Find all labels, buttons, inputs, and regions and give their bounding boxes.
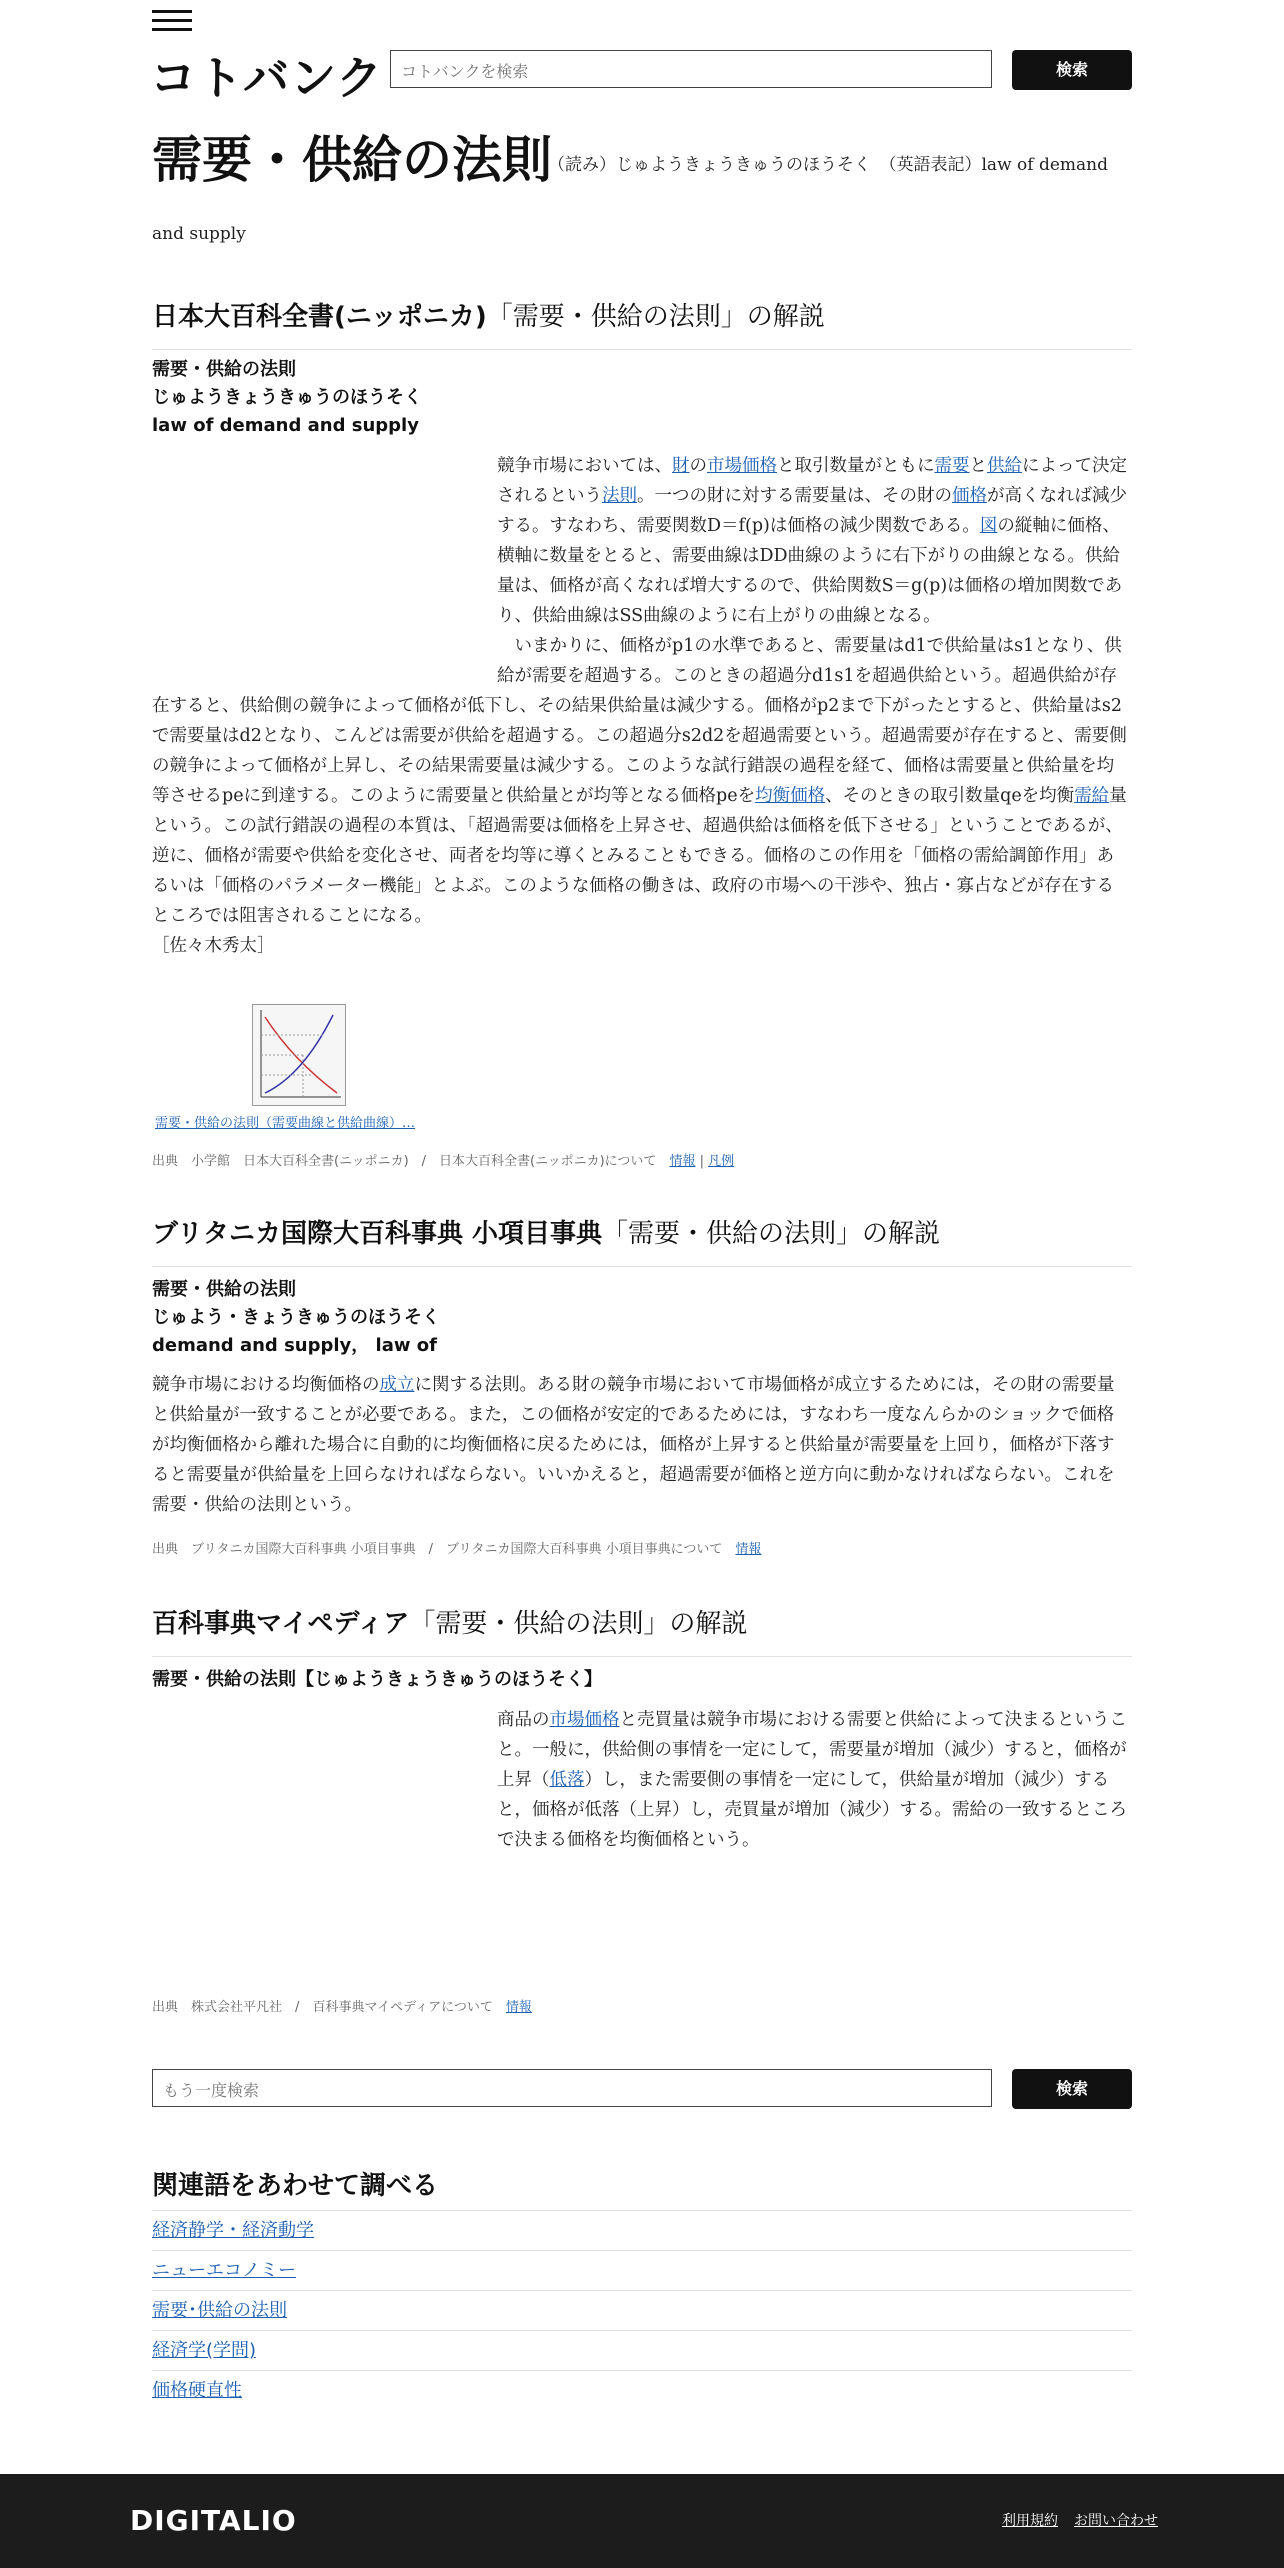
search-input[interactable]: コトバンクを検索 (390, 50, 992, 88)
search-again-button[interactable]: 検索 (1012, 2069, 1132, 2109)
hamburger-menu-icon[interactable] (152, 10, 192, 37)
link-market-price[interactable]: 市場価格 (549, 1710, 620, 1730)
link-zai[interactable]: 財 (672, 456, 690, 476)
text: 競争市場においては、 (497, 456, 672, 476)
text: と (969, 456, 987, 476)
search-again-input[interactable]: もう一度検索 (152, 2069, 992, 2107)
related-item[interactable]: ニューエコノミー (152, 2250, 1132, 2291)
source-about: 百科事典マイペディアについて (312, 2000, 493, 2015)
source-label: 出典 (152, 1154, 179, 1169)
entry-reading-cont: and supply (152, 224, 246, 244)
source-publisher: 株式会社平凡社 (191, 2000, 283, 2015)
search-button[interactable]: 検索 (1012, 50, 1132, 90)
headword-english: demand and supply， law of (152, 1335, 437, 1356)
link-price[interactable]: 価格 (952, 486, 987, 506)
contact-link[interactable]: お問い合わせ (1074, 2513, 1158, 2529)
figure-thumbnail[interactable] (252, 1004, 346, 1106)
section-source-name: 日本大百科全書(ニッポニカ) (152, 302, 487, 332)
section-suffix: 「需要・供給の法則」の解説 (602, 1219, 941, 1249)
text: と売買量は競争市場における需要と供給によって決まるということ。一般に，供給側の事情を一定にして，需要量が増加（減少）すると，価格が上昇（ (497, 1710, 1127, 1790)
headword-block (152, 1276, 440, 1360)
source-info-link[interactable]: 情報 (735, 1542, 762, 1557)
section-source-name: 百科事典マイペディア (152, 1609, 410, 1639)
section-heading-britannica (152, 1213, 1132, 1267)
link-equilibrium-price[interactable]: 均衡価格 (755, 786, 826, 806)
article-body-britannica (152, 1370, 1130, 1520)
headword-reading: じゅようきょうきゅうのほうそく (152, 387, 422, 408)
headword: 需要・供給の法則【じゅようきょうきゅうのほうそく】 (152, 1669, 602, 1690)
source-line-nipponica: 出典 小学館 日本大百科全書(ニッポニカ) / 日本大百科全書(ニッポニカ)について 情報 | 凡例 (152, 1154, 735, 1169)
text: ）し，また需要側の事情を一定にして，供給量が増加（減少）すると，価格が低落（上昇）し，売買量が増加（減少）する。需給の一致するところで決まる価格を均衡価格という。 (497, 1770, 1127, 1850)
article-body-mypedia (152, 1705, 1130, 1865)
related-heading: 関連語をあわせて調べる (152, 2171, 439, 2201)
link-teiraku[interactable]: 低落 (549, 1770, 585, 1790)
headword: 需要・供給の法則 (152, 1279, 296, 1300)
section-heading-mypedia (152, 1603, 1132, 1657)
text: によって決定されるという (497, 456, 1127, 506)
source-label: 出典 (152, 1542, 179, 1557)
text: に関する法則。ある財の競争市場において市場価格が成立するためには，その財の需要量と供給量が一致することが必要である。また，この価格が安定的であるためには，すなわち一度なんらかのショックで価格が均衡価格から離れた場合に自動的に均衡価格に戻るためには，価格が上昇すると供給量が需要量を上回り，価格が下落すると需要量が供給量を上回らなければならない。いいかえると，超過需要が価格と逆方向に動かなければならない。これを需要・供給の法則という。 (152, 1375, 1115, 1515)
source-publisher: ブリタニカ国際大百科事典 小項目事典 (191, 1542, 416, 1557)
terms-link[interactable]: 利用規約 (1002, 2513, 1058, 2529)
link-jukyu[interactable]: 需給 (1074, 786, 1110, 806)
link-law[interactable]: 法則 (602, 486, 637, 506)
entry-reading: （読み）じゅようきょうきゅうのほうそく （英語表記）law of demand (548, 155, 1108, 175)
related-item[interactable]: 需要･供給の法則 (152, 2290, 1132, 2331)
source-info-link[interactable]: 情報 (505, 2000, 532, 2015)
headword: 需要・供給の法則 (152, 359, 296, 380)
text: 量という。この試行錯誤の過程の本質は、「超過需要は価格を上昇させ、超過供給は価格を低下させる」ということであるが、逆に、価格が需要や供給を変化させ、両者を均等に導くとみることもできる。価格のこの作用を「価格の需給調節作用」あるいは「価格のパラメーター機能」とよぶ。このような価格の働きは、政府の市場への干渉や、独占・寡占などが存在するところでは阻害されることになる。 (152, 786, 1127, 926)
section-suffix: 「需要・供給の法則」の解説 (486, 302, 825, 332)
source-about: ブリタニカ国際大百科事典 小項目事典について (446, 1542, 723, 1557)
site-logo[interactable]: コトバンク (150, 51, 384, 105)
source-line-britannica: 出典 ブリタニカ国際大百科事典 小項目事典 / ブリタニカ国際大百科事典 小項目事典について 情報 (152, 1542, 762, 1557)
text: の縦軸に価格、横軸に数量をとると、需要曲線はDD曲線のように右下がりの曲線となる。供給量は、価格が高くなれば増大するので、供給関数S＝g(p)は価格の増加関数であり、供給曲線はSS曲線のように右上がりの曲線となる。 (497, 516, 1123, 626)
source-label: 出典 (152, 2000, 179, 2015)
text: が高くなれば減少する。すなわち、需要関数D＝f(p)は価格の減少関数である。 (497, 486, 1127, 536)
source-line-mypedia: 出典 株式会社平凡社 / 百科事典マイペディアについて 情報 (152, 2000, 532, 2015)
source-legend-link[interactable]: 凡例 (708, 1154, 735, 1169)
section-suffix: 「需要・供給の法則」の解説 (409, 1609, 748, 1639)
text: 商品の (497, 1710, 550, 1730)
related-item[interactable]: 経済静学・経済動学 (152, 2210, 1132, 2251)
link-seiritsu[interactable]: 成立 (379, 1375, 415, 1395)
text: と取引数量がともに (777, 456, 935, 476)
text: 。一つの財に対する需要量は、その財の (637, 486, 952, 506)
headword-reading: じゅよう・きょうきゅうのほうそく (152, 1307, 440, 1328)
footer-logo[interactable]: DIGITALIO (130, 2504, 297, 2537)
text: 競争市場における均衡価格の (152, 1375, 380, 1395)
link-demand[interactable]: 需要 (934, 456, 970, 476)
source-publisher: 小学館 日本大百科全書(ニッポニカ) (191, 1154, 409, 1169)
figure-caption-link[interactable]: 需要・供給の法則（需要曲線と供給曲線）… (155, 1116, 416, 1131)
article-body-nipponica (152, 451, 1130, 961)
related-item[interactable]: 経済学(学問) (152, 2330, 1132, 2371)
link-figure[interactable]: 図 (979, 516, 998, 536)
link-supply[interactable]: 供給 (987, 456, 1022, 476)
headword-english: law of demand and supply (152, 415, 419, 436)
section-source-name: ブリタニカ国際大百科事典 小項目事典 (152, 1219, 603, 1249)
text: いまかりに、価格がp1の水準であると、需要量はd1で供給量はs1となり、供給が需要を超過する。このときの超過分d1s1を超過供給という。超過供給が存在すると、供給側の競争によって価格が低下し、その結果供給量は減少する。価格がp2まで下がったとすると、供給量はs2で需要量はd2となり、こんどは需要が供給を超過する。この超過分s2d2を超過需要という。超過需要が存在すると、需要側の競争によって価格が上昇し、その結果需要量は減少する。このような試行錯誤の過程を経て、価格は需要量と供給量を均等させるpeに到達する。このように需要量と供給量とが均等となる価格peを (152, 636, 1127, 806)
related-item[interactable]: 価格硬直性 (152, 2370, 1132, 2411)
separator: | (699, 1154, 704, 1169)
text: 、そのときの取引数量qeを均衡 (825, 786, 1075, 806)
footer (0, 2474, 1284, 2568)
author: ［佐々木秀太］ (152, 936, 275, 956)
page-title: 需要・供給の法則 (152, 131, 552, 189)
link-market-price[interactable]: 市場価格 (707, 456, 777, 476)
source-info-link[interactable]: 情報 (669, 1154, 696, 1169)
section-heading-nipponica (152, 296, 1132, 350)
headword-block (152, 356, 422, 440)
text: の (689, 456, 707, 476)
source-about: 日本大百科全書(ニッポニカ)について (439, 1154, 657, 1169)
